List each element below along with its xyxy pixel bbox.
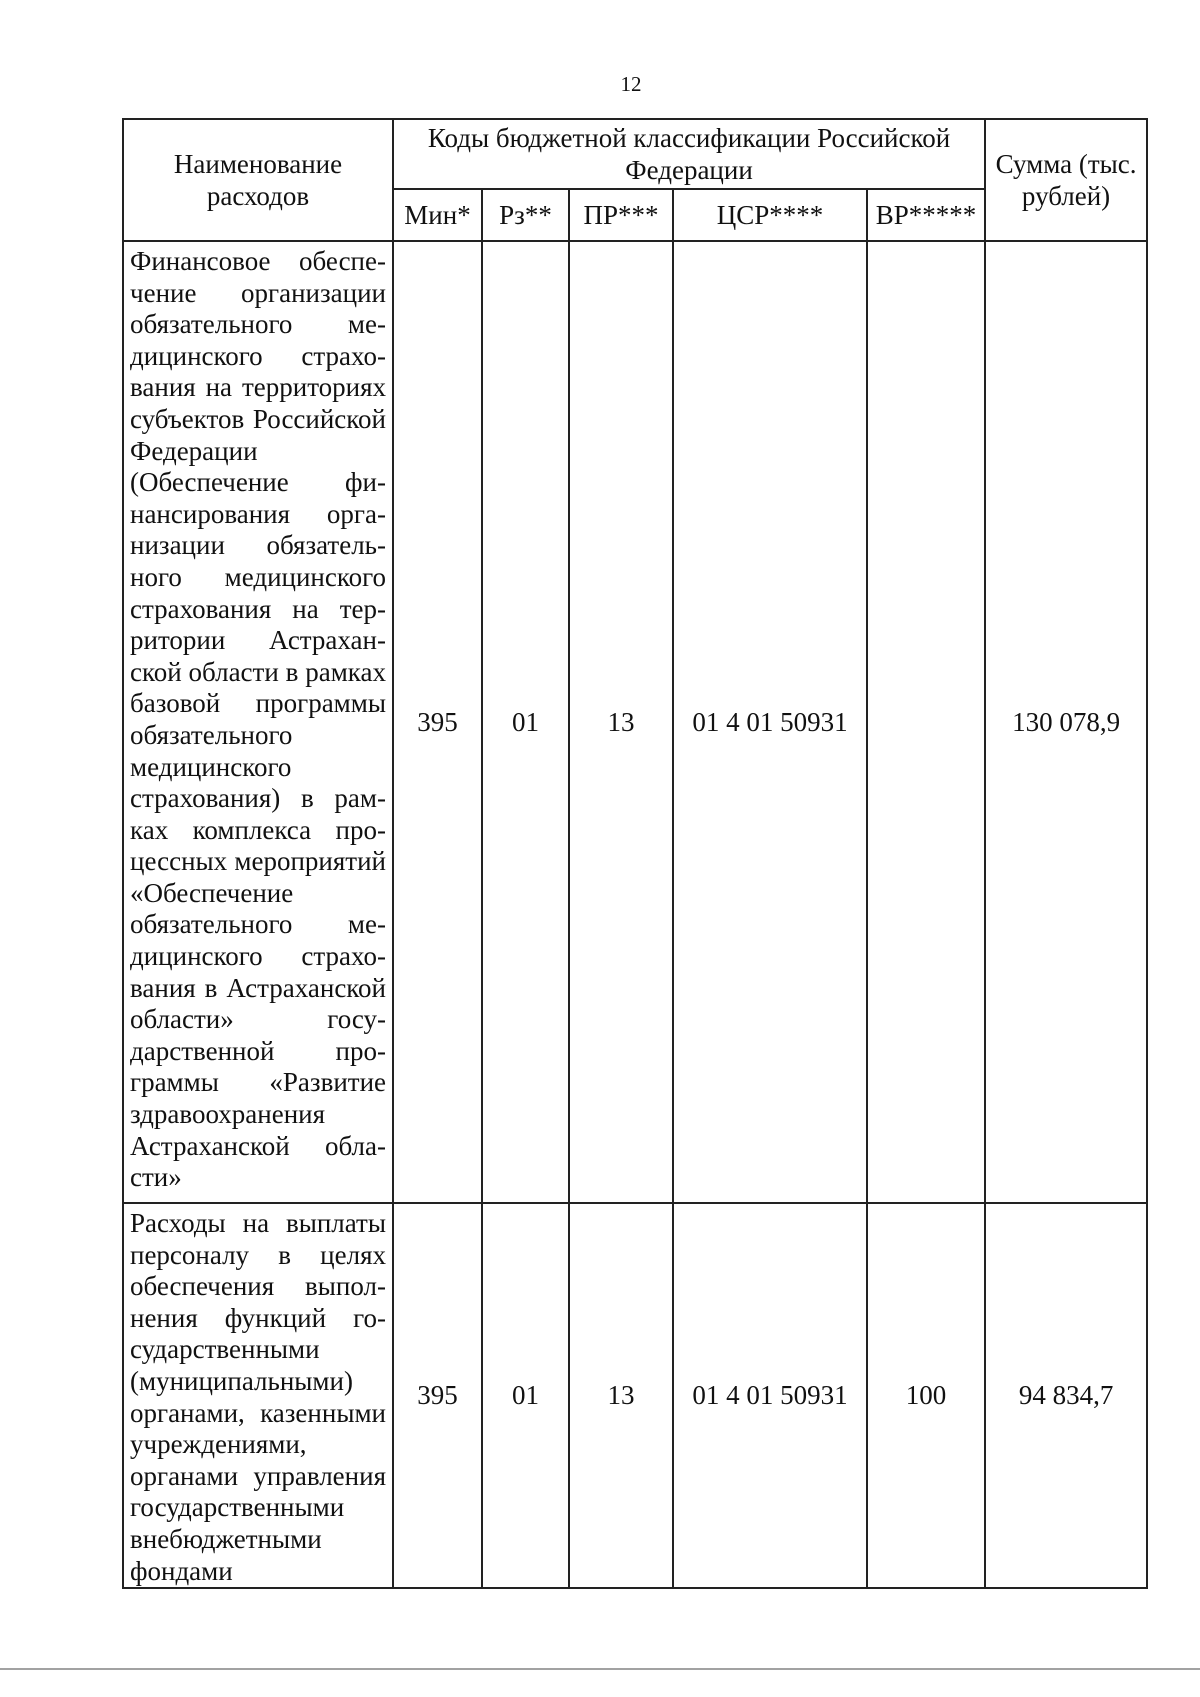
row-pr: 13: [569, 1203, 673, 1588]
header-pr: ПР***: [569, 189, 673, 241]
row-csr: 01 4 01 50931: [673, 1203, 867, 1588]
row-vr: 100: [867, 1203, 985, 1588]
row-csr: 01 4 01 50931: [673, 241, 867, 1203]
row-pr: 13: [569, 241, 673, 1203]
header-codes-group: Коды бюджетной классификации Российской Федерации: [393, 119, 985, 189]
row-sum: 94 834,7: [985, 1203, 1147, 1588]
row-rz: 01: [482, 1203, 569, 1588]
header-min: Мин*: [393, 189, 482, 241]
row-min: 395: [393, 241, 482, 1203]
table-row: [123, 241, 1147, 1203]
row-rz: 01: [482, 241, 569, 1203]
scan-edge-line: [0, 1668, 1200, 1670]
header-rz: Рз**: [482, 189, 569, 241]
row-sum: 130 078,9: [985, 241, 1147, 1203]
header-name: Наименование расходов: [123, 119, 393, 241]
header-vr: ВР*****: [867, 189, 985, 241]
row-name: Расходы на выплаты персоналу в целях обеспечения выполнения функций государственными (муниципальными) органами, казенными учреждениями, органами управления государственными внебюджетными фондами: [123, 1203, 393, 1588]
header-row-top: [123, 119, 1147, 189]
budget-table: [122, 118, 1148, 1589]
row-vr: [867, 241, 985, 1203]
table-row: [123, 1203, 1147, 1588]
row-name: Финансовое обеспечение организации обязательного медицинского страхования на территориях субъектов Российской Федерации (Обеспечение финансирования организации обязательного медицинского страхования на территории Астраханской области в рамках базовой программы обязательного медицинского страхования) в рамках комплекса процессных мероприятий «Обеспечение обязательного медицинского страхования в Астраханской области» государственной программы «Развитие здравоохранения Астраханской области»: [123, 241, 393, 1203]
header-sum: Сумма (тыс. рублей): [985, 119, 1147, 241]
page-number: 12: [620, 72, 642, 96]
row-min: 395: [393, 1203, 482, 1588]
header-csr: ЦСР****: [673, 189, 867, 241]
